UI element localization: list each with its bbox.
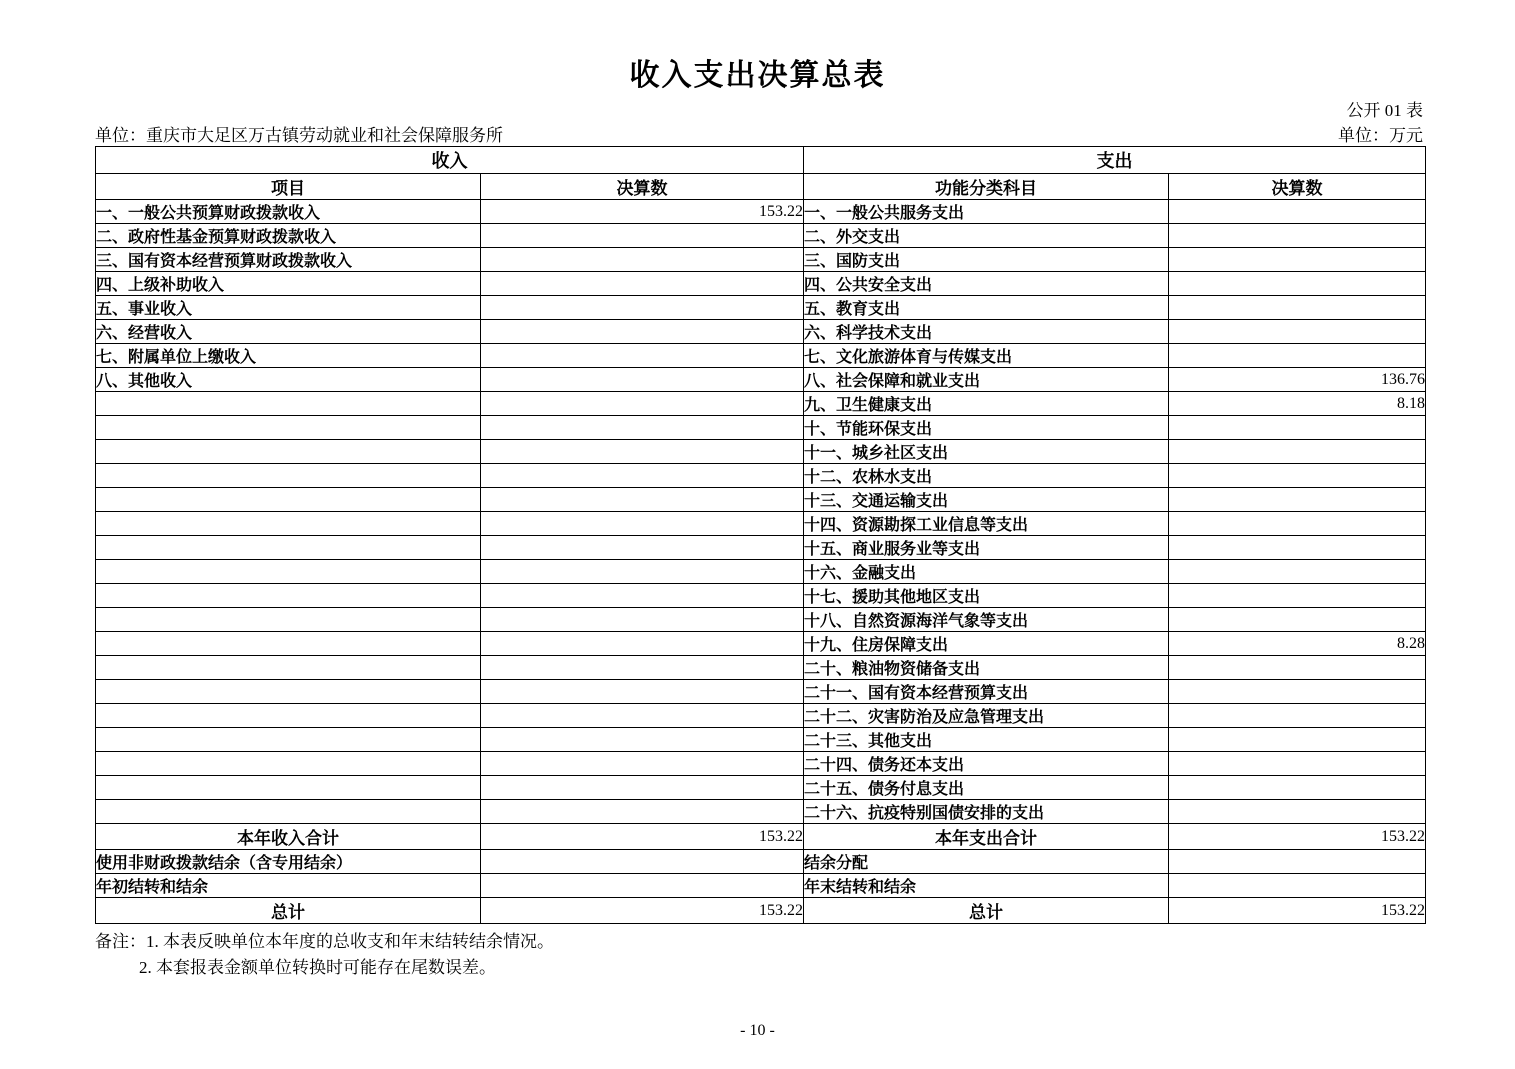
column-header-row <box>96 174 1426 200</box>
empty-cell <box>481 800 804 824</box>
expenditure-item-value: 136.76 <box>1169 368 1426 392</box>
balance-distribution-label: 结余分配 <box>804 850 1169 874</box>
expenditure-item-value <box>1169 272 1426 296</box>
empty-cell <box>96 488 481 512</box>
expenditure-item-label: 二、外交支出 <box>804 224 1169 248</box>
expenditure-item-label: 十一、城乡社区支出 <box>804 440 1169 464</box>
income-grand-total-value: 153.22 <box>481 898 804 924</box>
expenditure-item-label: 九、卫生健康支出 <box>804 392 1169 416</box>
expenditure-item-value <box>1169 224 1426 248</box>
income-item-label: 七、附属单位上缴收入 <box>96 344 481 368</box>
empty-cell <box>481 392 804 416</box>
expenditure-item-label: 二十、粮油物资储备支出 <box>804 656 1169 680</box>
table-row <box>96 200 1426 224</box>
empty-cell <box>96 608 481 632</box>
table-row <box>96 344 1426 368</box>
income-item-label: 八、其他收入 <box>96 368 481 392</box>
year-begin-carryover-value <box>481 874 804 898</box>
table-row <box>96 272 1426 296</box>
expenditure-item-label: 二十三、其他支出 <box>804 728 1169 752</box>
expenditure-item-value <box>1169 296 1426 320</box>
table-footer-row <box>96 874 1426 898</box>
expenditure-item-value <box>1169 776 1426 800</box>
non-fiscal-carryover-label: 使用非财政拨款结余（含专用结余） <box>96 850 481 874</box>
expenditure-item-label: 六、科学技术支出 <box>804 320 1169 344</box>
empty-cell <box>96 632 481 656</box>
income-item-column-header: 项目 <box>96 174 481 200</box>
expenditure-item-label: 十四、资源勘探工业信息等支出 <box>804 512 1169 536</box>
table-row <box>96 512 1426 536</box>
expenditure-item-label: 十九、住房保障支出 <box>804 632 1169 656</box>
table-row <box>96 224 1426 248</box>
note-line: 2. 本套报表金额单位转换时可能存在尾数误差。 <box>139 958 496 977</box>
expenditure-item-label: 十七、援助其他地区支出 <box>804 584 1169 608</box>
table-body <box>96 200 1426 924</box>
table-row <box>96 296 1426 320</box>
empty-cell <box>96 392 481 416</box>
empty-cell <box>96 752 481 776</box>
expenditure-item-value <box>1169 584 1426 608</box>
final-accounts-table <box>95 146 1426 924</box>
expenditure-item-label: 二十六、抗疫特别国债安排的支出 <box>804 800 1169 824</box>
table-row <box>96 680 1426 704</box>
income-item-label: 六、经营收入 <box>96 320 481 344</box>
empty-cell <box>96 440 481 464</box>
expenditure-grand-total-value: 153.22 <box>1169 898 1426 924</box>
empty-cell <box>96 728 481 752</box>
empty-cell <box>96 464 481 488</box>
year-begin-carryover-label: 年初结转和结余 <box>96 874 481 898</box>
table-row <box>96 752 1426 776</box>
expenditure-item-value <box>1169 704 1426 728</box>
expenditure-grand-total-label: 总计 <box>804 898 1169 924</box>
empty-cell <box>96 776 481 800</box>
table-row <box>96 320 1426 344</box>
empty-cell <box>96 584 481 608</box>
empty-cell <box>481 416 804 440</box>
year-end-carryover-value <box>1169 874 1426 898</box>
empty-cell <box>481 512 804 536</box>
section-header-row <box>96 147 1426 174</box>
income-subtotal-label: 本年收入合计 <box>96 824 481 850</box>
income-amount-column-header: 决算数 <box>481 174 804 200</box>
empty-cell <box>481 728 804 752</box>
empty-cell <box>96 560 481 584</box>
income-subtotal-value: 153.22 <box>481 824 804 850</box>
income-section-header: 收入 <box>96 147 804 174</box>
expenditure-item-value: 8.28 <box>1169 632 1426 656</box>
empty-cell <box>96 800 481 824</box>
expenditure-item-label: 二十二、灾害防治及应急管理支出 <box>804 704 1169 728</box>
expenditure-item-label: 二十四、债务还本支出 <box>804 752 1169 776</box>
table-row <box>96 656 1426 680</box>
table-row <box>96 776 1426 800</box>
expenditure-item-value <box>1169 440 1426 464</box>
empty-cell <box>96 704 481 728</box>
table-code-label: 公开 01 表 <box>1346 101 1423 120</box>
expenditure-item-value <box>1169 320 1426 344</box>
expenditure-item-value <box>1169 488 1426 512</box>
notes-block <box>95 929 554 981</box>
empty-cell <box>481 776 804 800</box>
non-fiscal-carryover-value <box>481 850 804 874</box>
expenditure-item-label: 四、公共安全支出 <box>804 272 1169 296</box>
expenditure-item-value <box>1169 728 1426 752</box>
empty-cell <box>481 440 804 464</box>
expenditure-item-value <box>1169 536 1426 560</box>
income-item-value <box>481 224 804 248</box>
table-footer-row <box>96 850 1426 874</box>
expenditure-item-label: 五、教育支出 <box>804 296 1169 320</box>
expenditure-item-value: 8.18 <box>1169 392 1426 416</box>
balance-distribution-value <box>1169 850 1426 874</box>
table-row <box>96 416 1426 440</box>
expenditure-item-label: 十八、自然资源海洋气象等支出 <box>804 608 1169 632</box>
empty-cell <box>96 512 481 536</box>
expenditure-item-value <box>1169 464 1426 488</box>
expenditure-item-label: 一、一般公共服务支出 <box>804 200 1169 224</box>
page-title: 收入支出决算总表 <box>629 59 886 92</box>
expenditure-item-label: 十五、商业服务业等支出 <box>804 536 1169 560</box>
expenditure-item-value <box>1169 344 1426 368</box>
expenditure-item-label: 十六、金融支出 <box>804 560 1169 584</box>
empty-cell <box>481 464 804 488</box>
income-item-label: 一、一般公共预算财政拨款收入 <box>96 200 481 224</box>
expenditure-item-value <box>1169 680 1426 704</box>
table-row <box>96 248 1426 272</box>
income-item-value <box>481 248 804 272</box>
empty-cell <box>481 752 804 776</box>
table-footer-row <box>96 824 1426 850</box>
expenditure-item-label: 八、社会保障和就业支出 <box>804 368 1169 392</box>
page-number: - 10 - <box>740 1022 775 1039</box>
empty-cell <box>481 656 804 680</box>
table-row <box>96 584 1426 608</box>
table-row <box>96 440 1426 464</box>
income-item-label: 四、上级补助收入 <box>96 272 481 296</box>
expenditure-item-value <box>1169 416 1426 440</box>
expenditure-item-label: 三、国防支出 <box>804 248 1169 272</box>
income-item-value: 153.22 <box>481 200 804 224</box>
empty-cell <box>481 560 804 584</box>
empty-cell <box>96 536 481 560</box>
income-item-value <box>481 344 804 368</box>
expenditure-item-value <box>1169 608 1426 632</box>
empty-cell <box>481 584 804 608</box>
empty-cell <box>481 608 804 632</box>
empty-cell <box>481 536 804 560</box>
expenditure-item-label: 二十五、债务付息支出 <box>804 776 1169 800</box>
income-item-value <box>481 320 804 344</box>
expenditure-item-label: 七、文化旅游体育与传媒支出 <box>804 344 1169 368</box>
expenditure-item-value <box>1169 800 1426 824</box>
empty-cell <box>96 680 481 704</box>
income-item-value <box>481 272 804 296</box>
expenditure-amount-column-header: 决算数 <box>1169 174 1426 200</box>
table-row <box>96 536 1426 560</box>
note-line: 备注：1. 本表反映单位本年度的总收支和年末结转结余情况。 <box>95 932 554 951</box>
income-item-value <box>481 296 804 320</box>
org-unit-label: 单位：重庆市大足区万古镇劳动就业和社会保障服务所 <box>95 126 503 145</box>
expenditure-item-column-header: 功能分类科目 <box>804 174 1169 200</box>
expenditure-item-value <box>1169 512 1426 536</box>
year-end-carryover-label: 年末结转和结余 <box>804 874 1169 898</box>
expenditure-item-value <box>1169 560 1426 584</box>
table-row <box>96 464 1426 488</box>
table-row <box>96 608 1426 632</box>
expenditure-item-value <box>1169 200 1426 224</box>
expenditure-item-value <box>1169 248 1426 272</box>
table-row <box>96 560 1426 584</box>
expenditure-item-label: 十三、交通运输支出 <box>804 488 1169 512</box>
empty-cell <box>481 632 804 656</box>
expenditure-section-header: 支出 <box>804 147 1426 174</box>
table-row <box>96 488 1426 512</box>
currency-unit-label: 单位：万元 <box>1338 126 1423 145</box>
expenditure-item-label: 二十一、国有资本经营预算支出 <box>804 680 1169 704</box>
table-row <box>96 728 1426 752</box>
table-row <box>96 632 1426 656</box>
income-item-value <box>481 368 804 392</box>
table-row <box>96 704 1426 728</box>
table-row <box>96 392 1426 416</box>
empty-cell <box>96 656 481 680</box>
empty-cell <box>481 488 804 512</box>
expenditure-subtotal-value: 153.22 <box>1169 824 1426 850</box>
table-footer-row <box>96 898 1426 924</box>
empty-cell <box>481 704 804 728</box>
expenditure-item-label: 十二、农林水支出 <box>804 464 1169 488</box>
expenditure-subtotal-label: 本年支出合计 <box>804 824 1169 850</box>
expenditure-item-value <box>1169 656 1426 680</box>
table-row <box>96 800 1426 824</box>
empty-cell <box>481 680 804 704</box>
empty-cell <box>96 416 481 440</box>
expenditure-item-label: 十、节能环保支出 <box>804 416 1169 440</box>
income-item-label: 五、事业收入 <box>96 296 481 320</box>
income-grand-total-label: 总计 <box>96 898 481 924</box>
income-item-label: 二、政府性基金预算财政拨款收入 <box>96 224 481 248</box>
income-item-label: 三、国有资本经营预算财政拨款收入 <box>96 248 481 272</box>
table-row <box>96 368 1426 392</box>
expenditure-item-value <box>1169 752 1426 776</box>
